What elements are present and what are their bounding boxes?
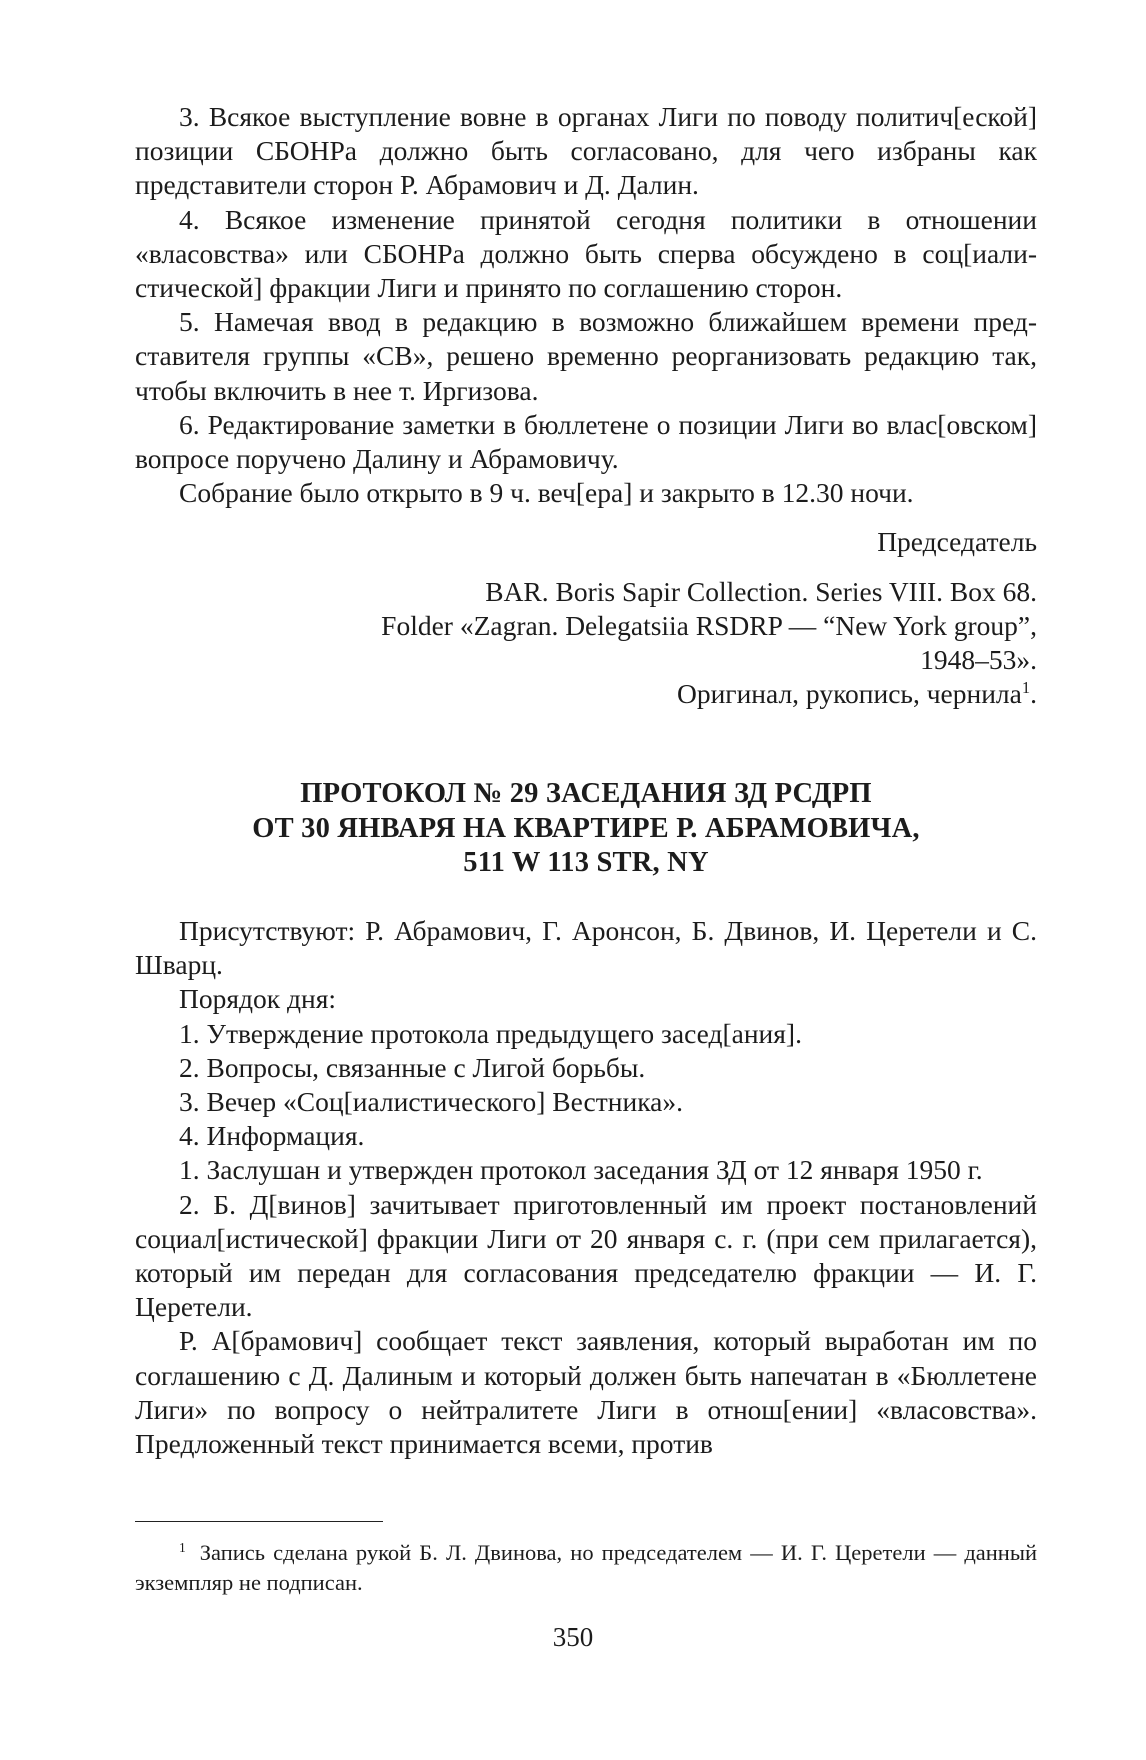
agenda-item-1: 1. Утверждение протокола предыдущего засед[ания]. bbox=[179, 1017, 802, 1049]
resolution-2: 2. Б. Д[винов] зачитывает приготовленный им проект постановлений социал[истической] фракции Лиги от 20 января с. г. (при сем прилагается), который им передан для согласования председателю фракции — И. Г. Церетели. bbox=[135, 1188, 1037, 1323]
source-line-4 bbox=[135, 677, 1037, 711]
footnote-divider bbox=[135, 1521, 383, 1522]
source-line-4-end: . bbox=[1030, 678, 1037, 710]
archival-source bbox=[135, 575, 1037, 712]
heading-line-2: ОТ 30 ЯНВАРЯ НА КВАРТИРЕ Р. АБРАМОВИЧА, bbox=[252, 812, 920, 844]
footnote bbox=[135, 1538, 1037, 1598]
paragraph-meeting-times: Собрание было открыто в 9 ч. веч[ера] и закрыто в 12.30 ночи. bbox=[179, 477, 914, 509]
agenda-item-3: 3. Вечер «Соц[иалистического] Вестника». bbox=[179, 1085, 683, 1117]
source-line-3: 1948–53». bbox=[920, 644, 1037, 676]
paragraph-item-3: 3. Всякое выступление вовне в органах Лиги по поводу политич[еской] позиции СБОНРа должно быть согласовано, для чего избраны как представители сторон Р. Абрамович и Д. Далин. bbox=[135, 101, 1037, 201]
agenda-item-4: 4. Информация. bbox=[179, 1120, 365, 1152]
paragraph-item-5: 5. Намечая ввод в редакцию в возможно ближайшем времени представителя группы «СВ», решено временно реорганизовать редакцию так, чтобы включить в нее т. Иргизова. bbox=[135, 306, 1037, 406]
heading-line-3: 511 W 113 STR, NY bbox=[463, 847, 709, 879]
page-body bbox=[135, 100, 1037, 1461]
source-line-1: BAR. Boris Sapir Collection. Series VIII. Box 68. bbox=[485, 575, 1037, 607]
agenda-item-2: 2. Вопросы, связанные с Лигой борьбы. bbox=[179, 1051, 646, 1083]
paragraph-agenda-title: Порядок дня: bbox=[179, 983, 336, 1015]
paragraph-item-6: 6. Редактирование заметки в бюллетене о позиции Лиги во влас[овском] вопросе поручено Далину и Абрамовичу. bbox=[135, 408, 1037, 475]
source-line-2: Folder «Zagran. Delegatsiia RSDRP — “New York group”, bbox=[381, 609, 1037, 641]
footnote-text: Запись сделана рукой Б. Л. Двинова, но председателем — И. Г. Церетели — данный экземпляр не подписан. bbox=[135, 1540, 1037, 1595]
page-number: 350 bbox=[552, 1622, 594, 1652]
paragraph-abramovich-statement: Р. А[брамович] сообщает текст заявления, который выработан им по соглашению с Д. Далиным и который должен быть напечатан в «Бюллетене Лиги» по вопросу о нейтралитете Лиги в отнош[ении] «власовства». Предложенный текст принимается всеми, против bbox=[135, 1325, 1037, 1459]
heading-line-1: ПРОТОКОЛ № 29 ЗАСЕДАНИЯ ЗД РСДРП bbox=[300, 778, 872, 810]
resolution-1: 1. Заслушан и утвержден протокол заседания ЗД от 12 января 1950 г. bbox=[179, 1154, 983, 1186]
paragraph-attendees: Присутствуют: Р. Абрамович, Г. Аронсон, Б. Двинов, И. Церетели и С. Шварц. bbox=[135, 914, 1037, 981]
signature-chairman: Председатель bbox=[877, 526, 1037, 558]
source-line-4-text: Оригинал, рукопись, чернила bbox=[676, 678, 1022, 710]
protocol-body bbox=[135, 914, 1037, 1461]
paragraph-item-4: 4. Всякое изменение принятой сегодня политики в отношении «власовства» или СБОНРа должно быть сперва обсуждено в соц[иалистической] фракции Лиги и принято по соглашению сторон. bbox=[135, 203, 1037, 304]
footnote-number: 1 bbox=[179, 1539, 186, 1555]
protocol-heading bbox=[135, 777, 1037, 881]
footnote-marker: 1 bbox=[1021, 678, 1031, 698]
